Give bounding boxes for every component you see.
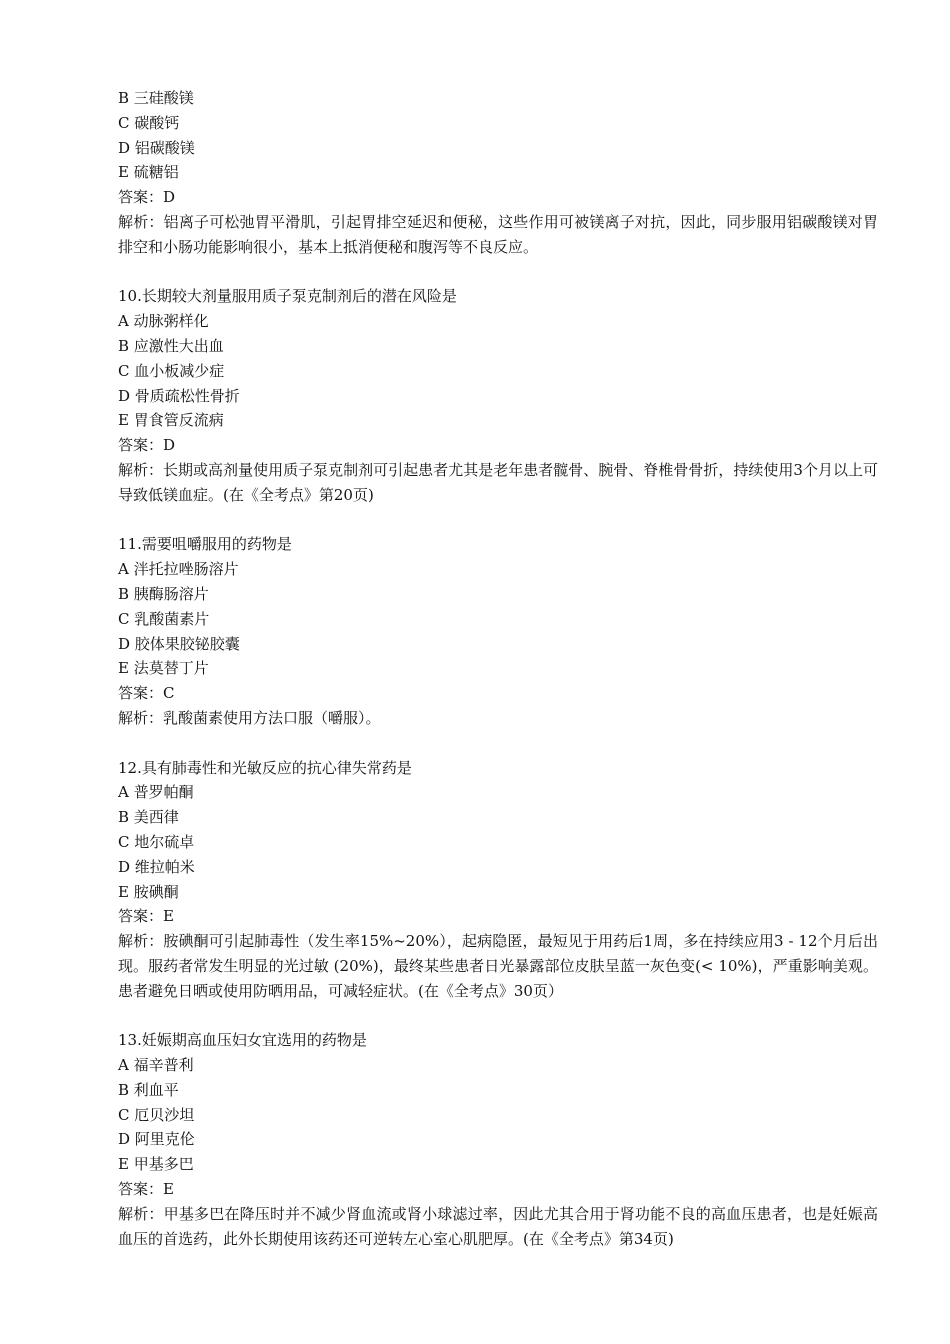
option-c: C 地尔硫卓 (118, 832, 195, 851)
option-c: C 厄贝沙坦 (118, 1105, 195, 1124)
question-11 (118, 532, 878, 730)
analysis: 解析：乳酸菌素使用方法口服（嚼服）。 (118, 708, 381, 727)
answer: 答案：D (118, 436, 176, 455)
option-a: A 福辛普利 (118, 1056, 194, 1075)
analysis: 解析：长期或高剂量使用质子泵克制剂可引起患者尤其是老年患者髋骨、腕骨、脊椎骨骨折，持续使用3个月以上可导致低镁血症。(在《全考点》第20页) (118, 460, 878, 504)
question-stem: 13.妊娠期高血压妇女宜选用的药物是 (118, 1031, 367, 1050)
spacer (118, 508, 878, 533)
question-9-tail (118, 86, 878, 260)
option-e: E 胃食管反流病 (118, 411, 224, 430)
option-b: B 美西律 (118, 808, 179, 827)
analysis: 解析：铝离子可松弛胃平滑肌，引起胃排空延迟和便秘，这些作用可被镁离子对抗，因此，同步服用铝碳酸镁对胃排空和小肠功能影响很小，基本上抵消便秘和腹泻等不良反应。 (118, 212, 878, 256)
option-c: C 血小板减少症 (118, 361, 225, 380)
option-c: C 碳酸钙 (118, 113, 180, 132)
option-d: D 维拉帕米 (118, 857, 195, 876)
question-12 (118, 756, 878, 1004)
answer: 答案：E (118, 907, 174, 926)
option-d: D 阿里克伦 (118, 1130, 195, 1149)
answer: 答案：C (118, 684, 175, 703)
option-b: B 三硅酸镁 (118, 89, 194, 107)
analysis: 解析：胺碘酮可引起肺毒性（发生率15%~20%），起病隐匿，最短见于用药后1周，多在持续应用3 - 12个月后出现。服药者常发生明显的光过敏 (20%)，最终某些患者日光暴露部位皮肤呈蓝一灰色变(< 10%)，严重影响美观。患者避免日晒或使用防晒用品，可减轻症状。(在《全考点》30页） (118, 932, 878, 1000)
answer: 答案：E (118, 1180, 174, 1199)
option-b: B 胰酶肠溶片 (118, 584, 209, 603)
option-a: A 泮托拉唑肠溶片 (118, 560, 239, 579)
question-13 (118, 1028, 878, 1251)
spacer (118, 1003, 878, 1028)
question-stem: 12.具有肺毒性和光敏反应的抗心律失常药是 (118, 758, 412, 777)
document-page (118, 86, 878, 1251)
option-c: C 乳酸菌素片 (118, 609, 210, 628)
option-e: E 硫糖铝 (118, 163, 179, 182)
analysis: 解析：甲基多巴在降压时并不减少肾血流或肾小球滤过率，因此尤其合用于肾功能不良的高血压患者，也是妊娠高血压的首选药，此外长期使用该药还可逆转左心室心肌肥厚。(在《全考点》第34页) (118, 1204, 878, 1248)
answer: 答案：D (118, 188, 176, 207)
option-a: A 动脉粥样化 (118, 312, 209, 331)
option-e: E 甲基多巴 (118, 1155, 194, 1174)
option-d: D 铝碳酸镁 (118, 138, 195, 157)
question-10 (118, 284, 878, 507)
spacer (118, 731, 878, 756)
spacer (118, 260, 878, 285)
option-b: B 利血平 (118, 1080, 179, 1099)
option-e: E 法莫替丁片 (118, 659, 209, 678)
option-b: B 应激性大出血 (118, 336, 224, 355)
question-stem: 10.长期较大剂量服用质子泵克制剂后的潜在风险是 (118, 287, 457, 306)
option-d: D 骨质疏松性骨折 (118, 386, 240, 405)
option-e: E 胺碘酮 (118, 882, 179, 901)
question-stem: 11.需要咀嚼服用的药物是 (118, 535, 292, 554)
option-d: D 胶体果胶铋胶囊 (118, 634, 240, 653)
option-a: A 普罗帕酮 (118, 783, 194, 802)
